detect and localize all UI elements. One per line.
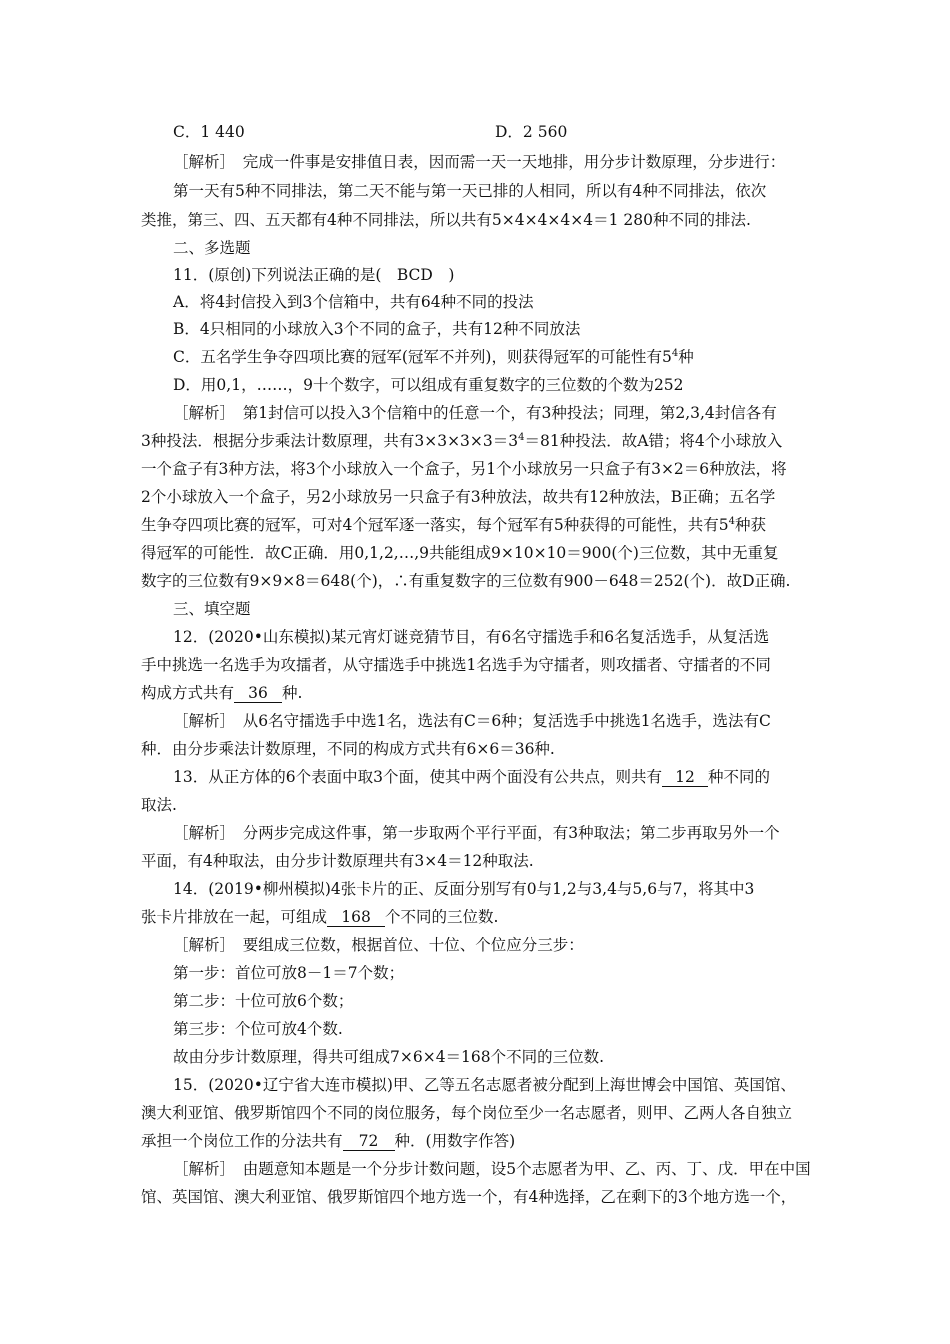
q11-solution-line-5-text: 生争夺四项比赛的冠军，可对4个冠军逐一落实，每个冠军有5种获得的可能性，共有5 xyxy=(141,516,729,534)
q12-stem-line-3 xyxy=(141,683,302,703)
q14-step-3: 第三步：个位可放4个数. xyxy=(173,1020,343,1038)
q14-solution-line-1: ［解析］ 要组成三位数，根据首位、十位、个位应分三步： xyxy=(173,936,584,954)
q11-solution-line-7: 数字的三位数有9×9×8＝648(个)，∴有重复数字的三位数有900－648＝252(个)．故D正确. xyxy=(141,572,791,590)
q12-solution-line-1: ［解析］ 从6名守擂选手中选1名，选法有C＝6种；复活选手中挑选1名选手，选法有C xyxy=(173,712,771,730)
q14-stem-line-2-text: 张卡片排放在一起，可组成 xyxy=(141,908,328,926)
q11-solution-line-5-exponent: 4 xyxy=(728,516,735,527)
q15-solution-line-2: 馆、英国馆、澳大利亚馆、俄罗斯馆四个地方选一个，有4种选择，乙在剩下的3个地方选一个， xyxy=(141,1188,797,1206)
q10-option-c: C．1 440 xyxy=(173,123,245,141)
q13-stem-line-1-suffix: 种不同的 xyxy=(707,768,770,786)
q11-solution-line-2-suffix: ＝81种投法．故A错；将4个小球放入 xyxy=(524,432,783,450)
q12-solution-line-2: 种．由分步乘法计数原理，不同的构成方式共有6×6＝36种. xyxy=(141,740,555,758)
q10-solution-line-3: 类推，第三、四、五天都有4种不同排法，所以共有5×4×4×4×4＝1 280种不同的排法. xyxy=(141,211,751,229)
q11-solution-line-4: 2个小球放入一个盒子，另2小球放另一只盒子有3种放法，故共有12种放法，B正确；五名学 xyxy=(141,488,776,506)
q12-stem-line-1: 12．(2020•山东模拟)某元宵灯谜竞猜节目，有6名守擂选手和6名复活选手，从复活选 xyxy=(173,628,770,646)
q11-stem: 11．(原创)下列说法正确的是( BCD ) xyxy=(173,266,455,284)
q11-solution-line-2-exponent: 4 xyxy=(518,432,525,443)
q13-solution-line-2: 平面，有4种取法，由分步计数原理共有3×4＝12种取法. xyxy=(141,852,534,870)
q15-stem-line-3 xyxy=(141,1131,515,1151)
q11-option-d: D．用0,1，……，9十个数字，可以组成有重复数字的三位数的个数为252 xyxy=(173,376,684,394)
q13-stem-line-2: 取法. xyxy=(141,796,177,814)
q11-option-a: A．将4封信投入到3个信箱中，共有64种不同的投法 xyxy=(173,293,534,311)
q14-stem-line-2-suffix: 个不同的三位数. xyxy=(385,908,499,926)
q13-stem-line-1-text: 13．从正方体的6个表面中取3个面，使其中两个面没有公共点，则共有 xyxy=(173,768,662,786)
q11-option-c-suffix: 种 xyxy=(678,348,694,366)
q14-stem-line-2 xyxy=(141,907,498,927)
section-heading-multiple-choice: 二、多选题 xyxy=(173,239,251,257)
q10-solution-line-2: 第一天有5种不同排法，第二天不能与第一天已排的人相同，所以有4种不同排法，依次 xyxy=(173,182,767,200)
q10-solution-line-1: ［解析］ 完成一件事是安排值日表，因而需一天一天地排，用分步计数原理，分步进行： xyxy=(173,153,786,171)
q14-stem-line-1: 14．(2019•柳州模拟)4张卡片的正、反面分别写有0与1,2与3,4与5,6与7，将其中3 xyxy=(173,880,755,898)
q11-solution-line-5 xyxy=(141,515,766,535)
q12-stem-line-3-text: 构成方式共有 xyxy=(141,684,235,702)
q15-stem-line-3-suffix: 种．(用数字作答) xyxy=(394,1132,516,1150)
q12-stem-line-3-suffix: 种. xyxy=(282,684,303,702)
q11-solution-line-1: ［解析］ 第1封信可以投入3个信箱中的任意一个，有3种投法；同理，第2,3,4封信各有 xyxy=(173,404,777,422)
q15-stem-line-1: 15．(2020•辽宁省大连市模拟)甲、乙等五名志愿者被分配到上海世博会中国馆、英国馆、 xyxy=(173,1076,796,1094)
q14-step-2: 第二步：十位可放6个数； xyxy=(173,992,354,1010)
section-heading-fill-in: 三、填空题 xyxy=(173,600,251,618)
q13-solution-line-1: ［解析］ 分两步完成这件事，第一步取两个平行平面，有3种取法；第二步再取另外一个 xyxy=(173,824,780,842)
q13-stem-line-1 xyxy=(173,767,770,787)
q11-option-b: B．4只相同的小球放入3个不同的盒子，共有12种不同放法 xyxy=(173,320,581,338)
q11-solution-line-2 xyxy=(141,431,782,451)
q14-answer-blank: 168 xyxy=(327,908,385,927)
q11-solution-line-3: 一个盒子有3种方法，将3个小球放入一个盒子，另1个小球放另一只盒子有3×2＝6种放法，将 xyxy=(141,460,787,478)
q15-stem-line-3-text: 承担一个岗位工作的分法共有 xyxy=(141,1132,343,1150)
q15-stem-line-2: 澳大利亚馆、俄罗斯馆四个不同的岗位服务，每个岗位至少一名志愿者，则甲、乙两人各自独立 xyxy=(141,1104,793,1122)
q15-solution-line-1: ［解析］ 由题意知本题是一个分步计数问题，设5个志愿者为甲、乙、丙、丁、戊．甲在中国 xyxy=(173,1160,811,1178)
q11-option-c xyxy=(173,347,694,367)
q11-option-c-exponent: 4 xyxy=(671,348,679,359)
q14-step-1: 第一步：首位可放8－1＝7个数； xyxy=(173,964,405,982)
q12-stem-line-2: 手中挑选一名选手为攻擂者，从守擂选手中挑选1名选手为守擂者，则攻擂者、守擂者的不同 xyxy=(141,656,771,674)
q11-solution-line-2-text: 3种投法．根据分步乘法计数原理，共有3×3×3×3＝3 xyxy=(141,432,519,450)
q10-option-d: D．2 560 xyxy=(495,123,568,141)
q13-answer-blank: 12 xyxy=(662,768,708,787)
q11-solution-line-6: 得冠军的可能性．故C正确．用0,1,2,…,9共能组成9×10×10＝900(个)三位数，其中无重复 xyxy=(141,544,779,562)
q15-answer-blank: 72 xyxy=(343,1132,395,1151)
q14-solution-conclusion: 故由分步计数原理，得共可组成7×6×4＝168个不同的三位数. xyxy=(173,1048,605,1066)
q11-option-c-text: C．五名学生争夺四项比赛的冠军(冠军不并列)，则获得冠军的可能性有5 xyxy=(173,348,672,366)
q12-answer-blank: 36 xyxy=(234,684,282,703)
q11-solution-line-5-suffix: 种获 xyxy=(734,516,766,534)
